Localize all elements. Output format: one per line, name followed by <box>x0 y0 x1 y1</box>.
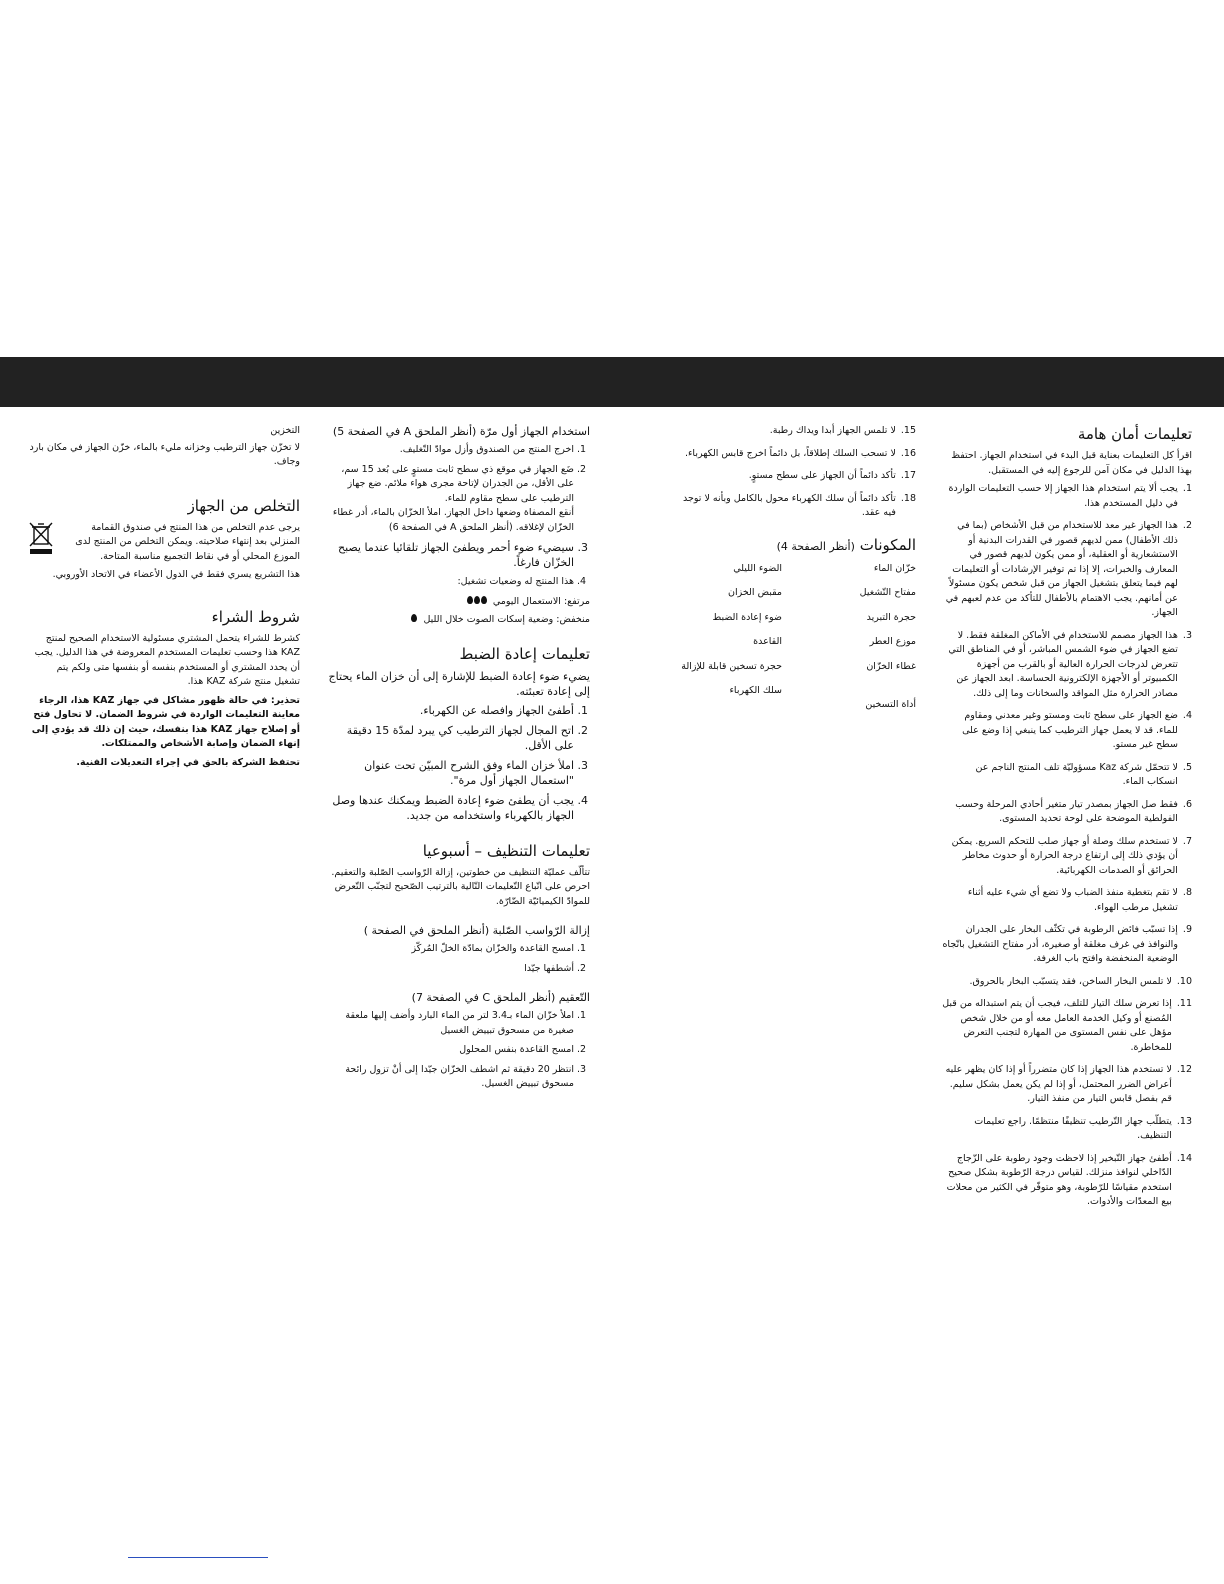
header-band <box>0 357 1224 407</box>
safety-item <box>942 886 1192 915</box>
safety-item-number: 18. <box>900 492 916 504</box>
first-use-title: استخدام الجهاز أول مرّة (أنظر الملحق A في الصفحة 5) <box>332 425 590 438</box>
list-item: 2. امسح القاعدة بنفس المحلول <box>328 1043 574 1058</box>
safety-list <box>942 482 1192 1210</box>
safety-title: تعليمات أمان هامة <box>1077 425 1192 443</box>
safety-item <box>942 1063 1192 1107</box>
safety-item <box>942 629 1192 702</box>
safety-item <box>942 975 1192 990</box>
descale-list <box>328 942 590 976</box>
safety-item-number: 17. <box>900 470 916 481</box>
first-use-list <box>328 443 590 590</box>
component-label: مفتاح التّشغيل <box>859 587 916 598</box>
safety-item <box>942 923 1192 967</box>
components-grid <box>668 562 916 713</box>
safety-item <box>942 761 1192 790</box>
component-label: القاعدة <box>753 636 782 647</box>
list-item: 1. اخرج المنتج من الصندوق وأزل موادّ التّغليف. <box>328 443 574 458</box>
list-item: 2. أشطفها جيّدا <box>328 962 574 977</box>
disposal-text: يرجى عدم التخلص من هذا المنتج في صندوق القمامة المنزلي بعد إنتهاء صلاحيته. ويمكن التخلص من المنتج لدى الموزع المحلي أو في نقاط التجميع مناسبة المتاحة. <box>75 521 300 562</box>
disinfect-list <box>328 1009 590 1092</box>
safety-item-text: تأكد دائماً أن سلك الكهرباء محول بالكامل وبأنه لا توجد فيه عقد. <box>683 492 896 518</box>
safety-intro: اقرأ كل التعليمات بعناية قبل البدء في استخدام الجهاز. احتفظ بهذا الدليل في مكان آمن للرجوع إليه في المستقبل. <box>951 450 1192 476</box>
safety-item <box>942 835 1192 879</box>
component-label: حجرة التبريد <box>866 611 916 623</box>
safety-item <box>942 1115 1192 1144</box>
list-item: 4. يجب أن يطفئ ضوء إعادة الضبط ويمكنك عندها وصل الجهاز بالكهرباء واستخدامه من جديد. <box>328 793 574 823</box>
components-left <box>668 562 782 713</box>
disposal-title: التخلص من الجهاز <box>187 496 300 515</box>
safety-item-text: هذا الجهاز غير معد للاستخدام من قبل الأشخاص (بما في ذلك الأطفال) ممن لديهم قصور في القدرات البدنية أو الاستشعارية أو العقلية، أو ممن يكون لديهم قصور في المعارف والخبرات، إلا إذا تم توفير الإرشادات أو التعليمات لهم فيما يتعلق بتشغيل الجهاز من قبل شخص يكون مسئولاً عن أمانهم. يجب الاهتمام بالأطفال للتأكد من عدم لعبهم في الجهاز. <box>945 520 1178 618</box>
list-item: 2. اتح المجال لجهاز الترطيب كي يبرد لمدّة 15 دقيقة على الأقل. <box>328 723 574 753</box>
mode-low-label: منخفض: وضعية إسكات الصوت خلال الليل <box>423 614 590 625</box>
safety-item <box>942 709 1192 753</box>
info-column <box>28 424 300 774</box>
safety-item-number: 11. <box>1176 998 1192 1009</box>
safety-item-number: 15. <box>900 425 916 436</box>
disposal-note: هذا التشريع يسري فقط في الدول الأعضاء في الاتحاد الأوروبي. <box>52 569 300 580</box>
footer-rule <box>128 1557 268 1558</box>
safety-item-number: 10. <box>1176 975 1192 987</box>
safety-item-number: 13. <box>1176 1115 1192 1127</box>
safety-item <box>942 1152 1192 1210</box>
safety-item-text: لا تلمس البخار الساخن، فقد يتسبّب البخار بالحروق. <box>969 975 1172 987</box>
safety-item-text: لا تستخدم هذا الجهاز إذا كان متضرراً أو إذا كان يظهر عليه أعراض الضرر المحتمل، أو إذا لم يكن يعمل بشكل سليم. قم بفصل قابس التيار من منفذ التيار. <box>945 1064 1172 1104</box>
usage-column <box>328 424 590 1097</box>
mode-high <box>328 595 590 610</box>
safety-item-number: 4. <box>1182 710 1192 721</box>
mode-high-label: مرتفع: الاستعمال اليومي <box>492 595 590 607</box>
reset-list <box>328 703 590 823</box>
cleaning-intro: تتألّف عمليّة التنظيف من خطوتين، إزالة الرّواسب الصّلبة والتعقيم. احرص على اتّباع التّعليمات التّالية بالترتيب الصّحيح لتجنّب التّعرض للموادّ الكيميائيّة الضّارّة. <box>331 866 590 907</box>
safety-item-number: 6. <box>1182 798 1192 810</box>
safety-item <box>668 424 916 439</box>
list-item: 3. انتظر 20 دقيقة ثم اشطف الخزّان جيّدا إلى أنْ تزول رائحة مسحوق تبييض الغسيل. <box>328 1063 574 1092</box>
safety-item-number: 9. <box>1182 924 1192 935</box>
list-item: 1. امسح القاعدة والخزّان بمادّة الخلّ المُركّز <box>328 942 574 957</box>
safety-item <box>942 798 1192 827</box>
safety-item <box>668 447 916 462</box>
safety-item-text: يجب ألا يتم استخدام هذا الجهاز إلا حسب التعليمات الواردة في دليل المستخدم هذا. <box>948 483 1178 509</box>
descale-title: إزالة الرّواسب الصّلبة (أنظر الملحق في الصفحة ) <box>363 924 590 937</box>
component-label: سلك الكهرباء <box>729 685 782 696</box>
safety-item-text: ضع الجهاز على سطح ثابت ومستو وغير معدني ومقاوم للماء. قد لا يعمل جهاز الترطيب كما ينبغي إذا وضع على سطح غير مستو. <box>962 710 1178 750</box>
safety-item-text: فقط صل الجهاز بمصدر تيار متغير أحادي المرحلة وحسب الفولطية الموضحة على لوحة تحديد المستوى. <box>955 798 1178 824</box>
safety-item-text: لا تسحب السلك إطلاقاً، بل دائماً اخرج قابس الكهرباء. <box>684 447 896 459</box>
safety-item-text: لا تقم بتغطية منفذ الضباب ولا تضع أي شيء عليه أثناء تشغيل مرطب الهواء. <box>967 887 1178 913</box>
component-label: ضوء إعادة الضبط <box>712 611 782 623</box>
safety-item-text: لا تستخدم سلك وصلة أو جهاز صلب للتحكم السريع. يمكن أن يؤدي ذلك إلى ارتفاع درجة الحرارة أو حدوث مخاطر الحرائق أو الصدمات الكهربائية. <box>951 835 1178 876</box>
warranty-warning: تحذير: في حالة ظهور مشاكل في جهاز KAZ هذا، الرجاء معاينة التعليمات الواردة في شروط الضمان. لا تحاول فتح أو إصلاح جهاز KAZ هذا بنفسك، حيث إن ذلك قد يؤدي إلى إنهاء الضمان وإصابة الأشخاص والممتلكات. <box>31 694 300 749</box>
first-use-note: أنقع المصفاة وضعها داخل الجهاز. املأ الخزّان بالماء، أدر غطاء الخزّان لإغلاقه. (أنظر الملحق A في الصفحة 6) <box>332 507 574 533</box>
reset-intro: يضيء ضوء إعادة الضبط للإشارة إلى أن خزان الماء يحتاج إلى إعادة تعبئته. <box>328 669 590 698</box>
list-item: 3. املأ خزان الماء وفق الشرح المبيّن تحت عنوان "استعمال الجهاز أول مرة". <box>328 758 574 788</box>
safety-item <box>668 492 916 521</box>
safety-item-text: يتطلّب جهاز التّرطيب تنظيفًا منتظمًا. راجع تعليمات التنظيف. <box>974 1115 1172 1141</box>
safety-item-number: 2. <box>1182 520 1192 531</box>
component-label: غطاء الخزّان <box>866 660 916 672</box>
warranty-text: كشرط للشراء يتحمل المشتري مسئولية الاستخدام الصحيح لمنتج KAZ هذا وحسب تعليمات المستخدم المعروضة في هذا الدليل. يجب أن يحدد المشتري أو المستخدم بنفسه أو بنفسها متى ولكم يتم تشغيل منتج شركة KAZ هذا. <box>34 632 300 687</box>
safety-list-continued <box>668 424 916 521</box>
component-label: موزع العطر <box>869 636 916 647</box>
disinfect-title: التّعقيم (أنظر الملحق C في الصفحة 7) <box>411 991 590 1004</box>
list-item: 1. املأ خزّان الماء بـ3.4 لتر من الماء البارد وأضف إليها ملعقة صغيرة من مسحوق تبييض الغسيل <box>328 1009 574 1038</box>
list-item: 3. سيضيء ضوء أحمر ويطفئ الجهاز تلقائيا عندما يصبح الخزّان فارغاً. <box>328 540 574 570</box>
warranty-title: شروط الشراء <box>211 607 300 626</box>
safety-item-number: 7. <box>1182 835 1192 847</box>
components-title: المكونات (أنظر الصفحة 4) <box>776 535 916 554</box>
safety-item-text: إذا تسبّب فائض الرطوبة في تكثّف البخار على الجدران والنوافذ في غرف مغلقة أو صغيرة، أدر مفتاح التشغيل باتّجاه الوضعية المنخفضة وافتح باب الغرفة. <box>942 924 1178 964</box>
components-right <box>802 562 916 713</box>
disposal-block <box>28 521 300 569</box>
safety-item-number: 3. <box>1182 629 1192 641</box>
safety-item-text: هذا الجهاز مصمم للاستخدام في الأماكن المغلقة فقط. لا تضع الجهاز في ضوء الشمس المباشر، أو في المناطق التي تتعرض لدرجات الحرارة العالية أو بالقرب من أجهزة الكمبيوتر أو الأجهزة الإلكترونية الحساسة. ابعد الجهاز عن مصادر الحرارة مثل المواقد والسخانات وما إلى ذلك. <box>948 629 1178 699</box>
drop-icon <box>411 613 417 628</box>
safety-item-number: 8. <box>1182 887 1192 898</box>
storage-text: لا تخزّن جهاز الترطيب وخزانه مليء بالماء، خزّن الجهاز في مكان بارد وجاف. <box>29 441 300 467</box>
safety-item-text: لا تتحمّل شركة Kaz مسؤوليّة تلف المنتج الناجم عن انسكاب الماء. <box>975 761 1178 787</box>
safety-item-text: لا تلمس الجهاز أبدا ويداك رطبة. <box>769 425 896 436</box>
safety-item <box>942 519 1192 621</box>
drops-icon <box>467 595 487 610</box>
list-item: 2. ضَع الجهاز في موقع ذي سطح ثابت مستوٍ على بُعد 15 سم، على الأقل، من الجدران لإتاحة مجرى هواء ملائم. ضع جهاز الترطيب على سطح مقاوم للماء. أنقع المصفاة وضعها داخل الجهاز. املأ الخزّان بالماء، أدر غطاء الخزّان لإغلاقه. (أنظر الملحق A في الصفحة 6) <box>328 463 574 536</box>
safety-item-number: 5. <box>1182 761 1192 773</box>
safety-item <box>942 482 1192 511</box>
component-label: الضوء الليلي <box>733 562 782 574</box>
component-label: أداة التسخين <box>865 699 916 710</box>
safety-item-number: 1. <box>1182 483 1192 494</box>
reset-title: تعليمات إعادة الضبط <box>459 644 590 663</box>
component-label: خزّان الماء <box>873 562 916 574</box>
safety-item-number: 16. <box>900 447 916 459</box>
safety-item-text: أطفئ جهاز التّبخير إذا لاحظت وجود رطوبة على الزّجاج الدّاخلي لنوافذ منزلك. لقياس درجة الرّطوبة بشكل صحيح استخدم مقياسًا للرّطوبة، وهو متوفّر في الكثير من محلات بيع المعدّات والأدوات. <box>946 1152 1172 1207</box>
storage-title: التخزين <box>270 425 300 436</box>
safety-column <box>942 424 1192 1218</box>
list-item: 4. هذا المنتج له وضعيات تشغيل: <box>328 575 574 590</box>
mode-low <box>328 613 590 628</box>
safety-item-number: 14. <box>1176 1152 1192 1164</box>
safety-item-text: إذا تعرض سلك التيار للتلف، فيجب أن يتم استبداله من قبل المُصنع أو وكيل الخدمة العامل معه أو من خلال شخص مؤهل على نفس المستوى من المهارة لتجنب التعرض للمخاطرة. <box>942 998 1172 1053</box>
crossed-bin-icon <box>28 521 54 555</box>
safety-item <box>668 469 916 484</box>
safety-item-number: 12. <box>1176 1064 1192 1075</box>
component-label: مقبض الخزان <box>728 587 782 598</box>
technical-changes-note: تحتفظ الشركة بالحق في إجراء التعديلات الفنية. <box>76 756 300 768</box>
safety-item <box>942 997 1192 1055</box>
list-item: 1. أطفئ الجهاز وافصله عن الكهرباء. <box>328 703 574 718</box>
cleaning-title: تعليمات التنظيف – أسبوعيا <box>422 841 590 860</box>
safety-components-column <box>668 424 916 713</box>
safety-item-text: تأكد دائماً أن الجهاز على سطح مستوٍ. <box>748 470 896 481</box>
component-label: حجرة تسخين قابلة للإزالة <box>681 660 782 672</box>
